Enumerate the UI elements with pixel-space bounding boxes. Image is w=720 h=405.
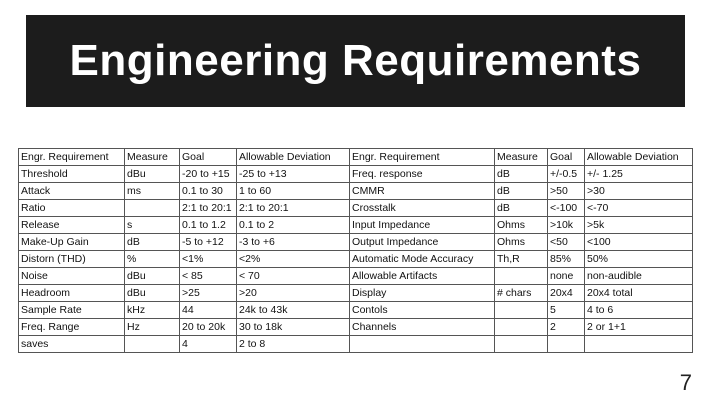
table-cell: none (548, 268, 585, 285)
table-row (19, 268, 693, 285)
table-cell: 2 (548, 319, 585, 336)
table-cell: % (125, 251, 180, 268)
table-row (19, 302, 693, 319)
table-cell: Sample Rate (19, 302, 125, 319)
table-cell (125, 200, 180, 217)
table-cell: -5 to +12 (180, 234, 237, 251)
table-cell: 20x4 total (585, 285, 693, 302)
table-cell: 0.1 to 2 (237, 217, 350, 234)
table-cell: 50% (585, 251, 693, 268)
table-cell: >30 (585, 183, 693, 200)
table-cell: Threshold (19, 166, 125, 183)
table-row (19, 319, 693, 336)
table-cell: # chars (495, 285, 548, 302)
table-row (19, 251, 693, 268)
table-cell: Make-Up Gain (19, 234, 125, 251)
table-cell: Freq. response (350, 166, 495, 183)
table-cell: Freq. Range (19, 319, 125, 336)
table-cell: Contols (350, 302, 495, 319)
table-cell: 2:1 to 20:1 (180, 200, 237, 217)
table-cell: dB (495, 183, 548, 200)
table-cell: 24k to 43k (237, 302, 350, 319)
header-cell: Engr. Requirement (19, 149, 125, 166)
table-row (19, 183, 693, 200)
table-cell: kHz (125, 302, 180, 319)
table-cell (125, 336, 180, 353)
header-cell: Allowable Deviation (585, 149, 693, 166)
table-cell: dB (495, 200, 548, 217)
table-cell: dBu (125, 166, 180, 183)
table-cell: Display (350, 285, 495, 302)
table-cell: 1 to 60 (237, 183, 350, 200)
header-cell: Engr. Requirement (350, 149, 495, 166)
table-cell: >50 (548, 183, 585, 200)
table-cell: <-100 (548, 200, 585, 217)
table-row (19, 285, 693, 302)
table-cell: Ratio (19, 200, 125, 217)
header-cell: Goal (548, 149, 585, 166)
title-bar (26, 15, 685, 107)
table-cell: Distorn (THD) (19, 251, 125, 268)
table-cell: CMMR (350, 183, 495, 200)
table-cell: 2 or 1+1 (585, 319, 693, 336)
table-cell: <-70 (585, 200, 693, 217)
table-cell: 2:1 to 20:1 (237, 200, 350, 217)
table-cell: 20 to 20k (180, 319, 237, 336)
table-cell: Noise (19, 268, 125, 285)
slide-title: Engineering Requirements (69, 36, 642, 85)
table-cell: dB (125, 234, 180, 251)
table-cell: 5 (548, 302, 585, 319)
table-cell: >5k (585, 217, 693, 234)
table-cell: 0.1 to 30 (180, 183, 237, 200)
table-cell: <1% (180, 251, 237, 268)
table-cell: ms (125, 183, 180, 200)
table-cell: <100 (585, 234, 693, 251)
table-cell (495, 336, 548, 353)
table-cell: Headroom (19, 285, 125, 302)
table-cell: 4 to 6 (585, 302, 693, 319)
table-cell: Output Impedance (350, 234, 495, 251)
table-cell: >20 (237, 285, 350, 302)
table-cell: Attack (19, 183, 125, 200)
table-cell: Crosstalk (350, 200, 495, 217)
table-cell: Input Impedance (350, 217, 495, 234)
table-cell: Ohms (495, 234, 548, 251)
table-cell: -20 to +15 (180, 166, 237, 183)
table-cell: 2 to 8 (237, 336, 350, 353)
table-cell: +/- 1.25 (585, 166, 693, 183)
table-row (19, 336, 693, 353)
table-cell: -3 to +6 (237, 234, 350, 251)
table-cell: 4 (180, 336, 237, 353)
table-cell (495, 268, 548, 285)
header-cell: Measure (125, 149, 180, 166)
table-cell: Automatic Mode Accuracy (350, 251, 495, 268)
table-cell (350, 336, 495, 353)
table-cell: >10k (548, 217, 585, 234)
header-cell: Goal (180, 149, 237, 166)
table-cell: <50 (548, 234, 585, 251)
table-header-row (19, 149, 693, 166)
table-cell: dBu (125, 268, 180, 285)
table-cell: >25 (180, 285, 237, 302)
table-cell: 44 (180, 302, 237, 319)
header-cell: Measure (495, 149, 548, 166)
requirements-table (18, 148, 693, 353)
table-cell: Channels (350, 319, 495, 336)
table-cell: Release (19, 217, 125, 234)
table-row (19, 166, 693, 183)
table-cell: dB (495, 166, 548, 183)
header-cell: Allowable Deviation (237, 149, 350, 166)
table-cell: <2% (237, 251, 350, 268)
table-cell: -25 to +13 (237, 166, 350, 183)
table-row (19, 217, 693, 234)
table-cell: Allowable Artifacts (350, 268, 495, 285)
table-cell: +/-0.5 (548, 166, 585, 183)
table-row (19, 200, 693, 217)
table-cell: non-audible (585, 268, 693, 285)
table-row (19, 234, 693, 251)
table-cell: dBu (125, 285, 180, 302)
table-cell: s (125, 217, 180, 234)
table-cell: 20x4 (548, 285, 585, 302)
table-cell (585, 336, 693, 353)
table-cell: 30 to 18k (237, 319, 350, 336)
table-cell: 85% (548, 251, 585, 268)
table-cell: Th,R (495, 251, 548, 268)
table-cell: 0.1 to 1.2 (180, 217, 237, 234)
page-number: 7 (679, 370, 692, 395)
table-cell (495, 302, 548, 319)
table-cell: Ohms (495, 217, 548, 234)
table-cell: Hz (125, 319, 180, 336)
table-cell (548, 336, 585, 353)
table-cell (495, 319, 548, 336)
table-cell: < 70 (237, 268, 350, 285)
table-cell: saves (19, 336, 125, 353)
table-cell: < 85 (180, 268, 237, 285)
